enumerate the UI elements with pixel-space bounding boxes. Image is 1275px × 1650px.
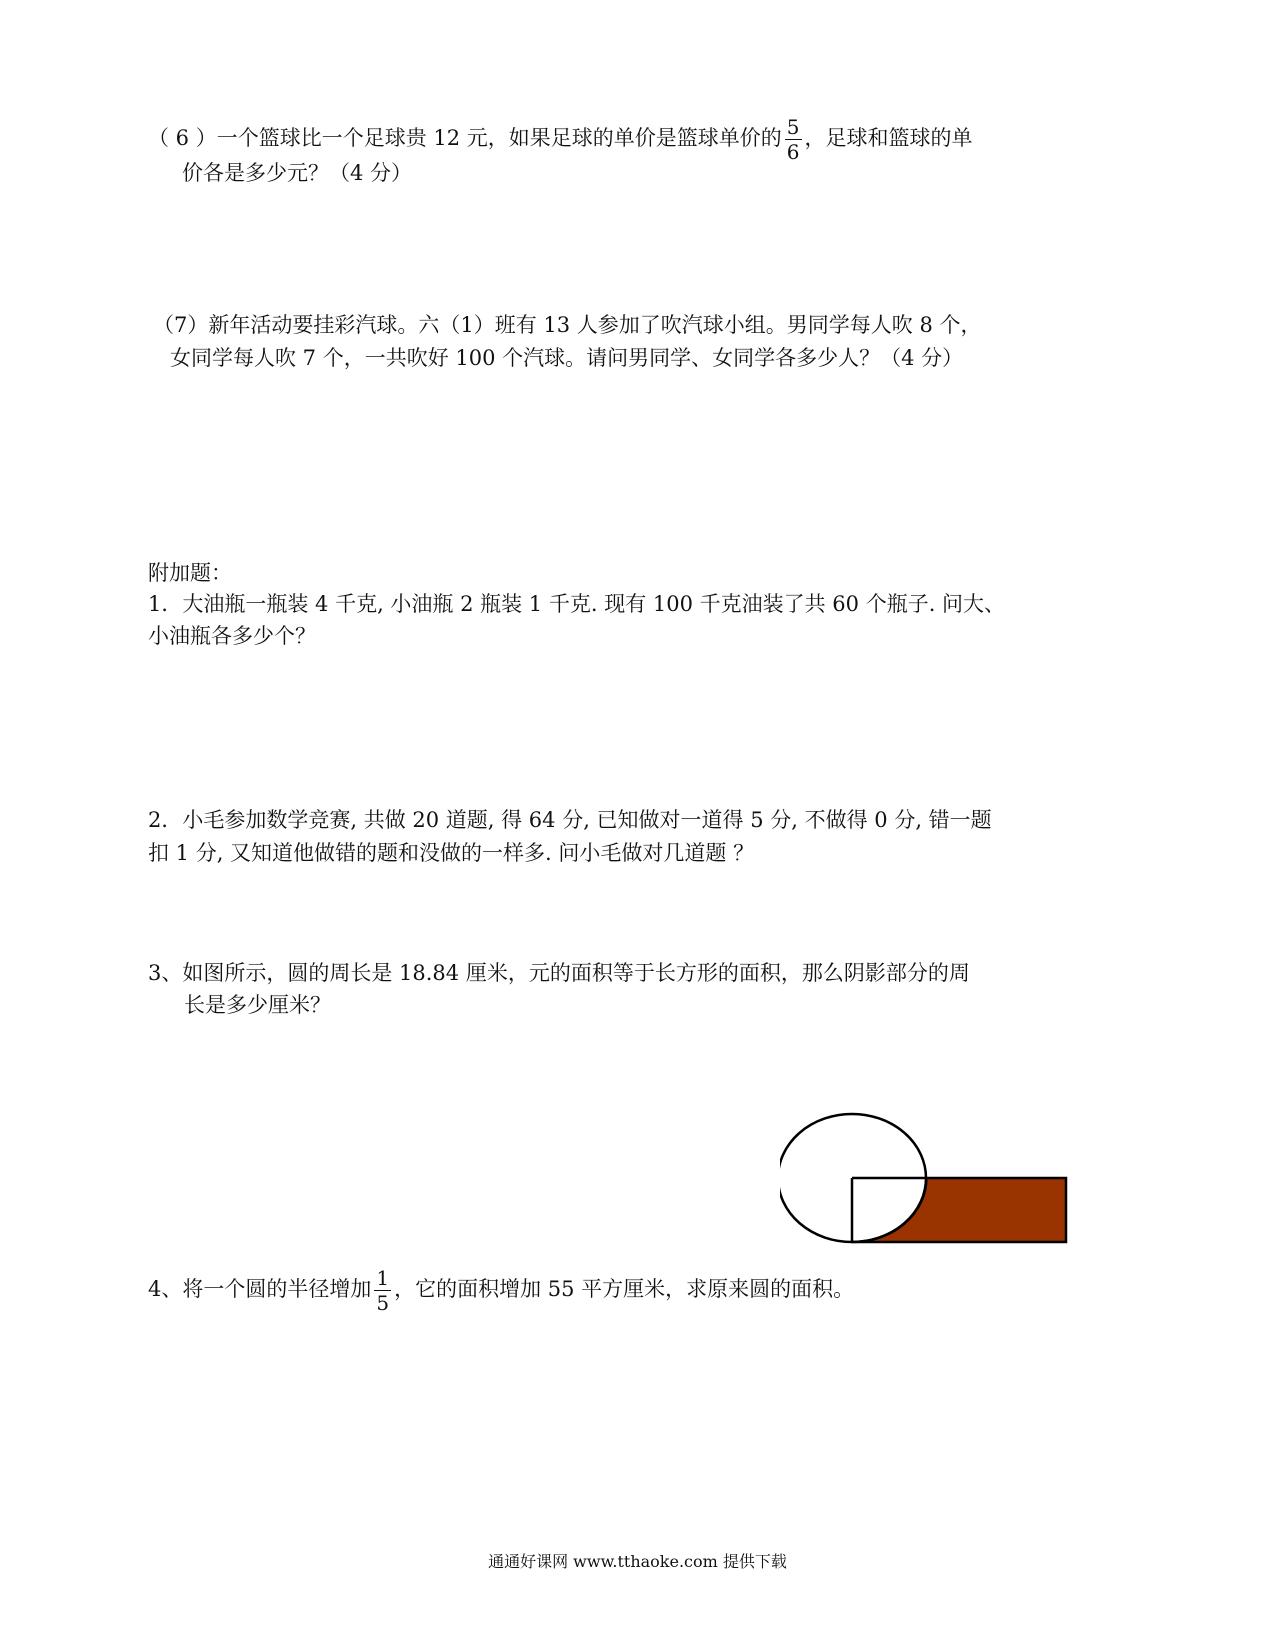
extra-q1-line-2: 小油瓶各多少个？ bbox=[148, 624, 316, 648]
q7-line-2: 女同学每人吹 7 个，一共吹好 100 个汽球。请问男同学、女同学各多少人？（4 分） bbox=[170, 346, 964, 370]
q7-line-1: （7）新年活动要挂彩汽球。六（1）班有 13 人参加了吹汽球小组。男同学每人吹 8 个， bbox=[153, 313, 982, 337]
fraction-numerator: 5 bbox=[786, 115, 800, 139]
q6-line-2: 价各是多少元？（4 分） bbox=[182, 161, 413, 185]
extra-q2-line-1: 2．小毛参加数学竞赛, 共做 20 道题, 得 64 分, 已知做对一道得 5 分, 不做得 0 分, 错一题 bbox=[148, 808, 992, 832]
shaded-region bbox=[852, 1178, 1066, 1242]
extra-q4-line bbox=[148, 1266, 854, 1315]
q4-text-b: ，它的面积增加 55 平方厘米，求原来圆的面积。 bbox=[394, 1277, 855, 1301]
fraction-denominator: 5 bbox=[376, 1291, 390, 1315]
extra-q2-line-2: 扣 1 分, 又知道他做错的题和没做的一样多. 问小毛做对几道题 ？ bbox=[148, 841, 755, 865]
fraction-denominator: 6 bbox=[786, 140, 800, 164]
q6-line-1 bbox=[148, 115, 973, 164]
q4-text-a: 4、将一个圆的半径增加 bbox=[148, 1277, 372, 1301]
extra-q1-line-1: 1．大油瓶一瓶装 4 千克, 小油瓶 2 瓶装 1 千克. 现有 100 千克油装了共 60 个瓶子. 问大、 bbox=[148, 592, 1006, 616]
circle-rectangle-figure bbox=[780, 1112, 1080, 1262]
extra-q3-line-2: 长是多少厘米？ bbox=[184, 993, 331, 1017]
q6-text-a: （ 6 ）一个篮球比一个足球贵 12 元，如果足球的单价是篮球单价的 bbox=[148, 126, 782, 150]
fraction-numerator: 1 bbox=[376, 1266, 390, 1290]
fraction-one-fifth bbox=[374, 1266, 391, 1315]
extra-q3-line-1: 3、如图所示，圆的周长是 18.84 厘米，元的面积等于长方形的面积，那么阴影部分的周 bbox=[148, 961, 970, 985]
q6-text-b: ，足球和篮球的单 bbox=[804, 126, 973, 150]
page-footer: 通通好课网 www.tthaoke.com 提供下载 bbox=[488, 1552, 787, 1571]
extra-heading: 附加题： bbox=[148, 561, 232, 585]
fraction-five-sixths bbox=[785, 115, 802, 164]
